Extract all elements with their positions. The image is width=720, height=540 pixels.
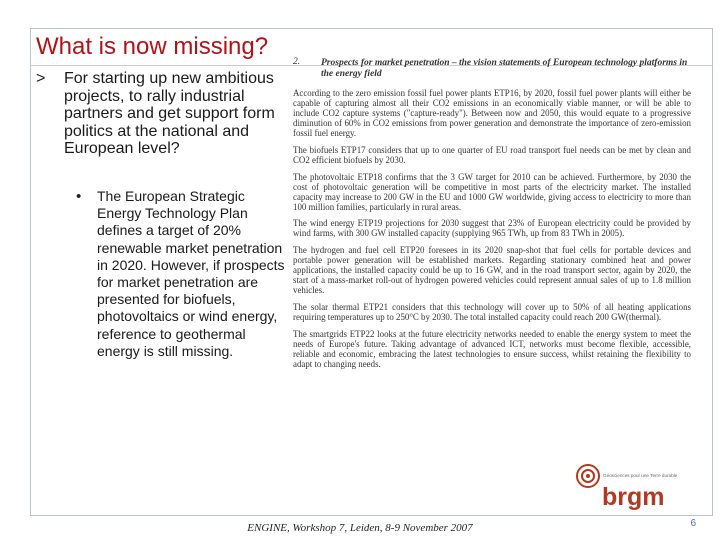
excerpt-paragraph: The smartgrids ETP22 looks at the future electricity networks needed to enable the energy system to meet the needs of Europe's future. Taking advantage of advanced ICT, networks must become flexible, accessible, reliable and economic, embracing the latest technologies to ensure success, whilst retaining the flexibility to adapt to changing needs. xyxy=(293,329,691,369)
excerpt-paragraph: The biofuels ETP17 considers that up to one quarter of EU road transport fuel needs can be met by clean and CO2 efficient biofuels by 2030. xyxy=(293,144,691,165)
arrow-bullet-icon: > xyxy=(36,70,46,87)
document-excerpt xyxy=(293,58,691,452)
excerpt-section-number: 2. xyxy=(293,57,301,67)
slide-title: What is now missing? xyxy=(36,33,269,60)
footer-caption: ENGINE, Workshop 7, Leiden, 8-9 November 2007 xyxy=(247,522,473,534)
logo-wordmark: brgm xyxy=(602,483,665,511)
page-number: 6 xyxy=(690,518,696,529)
main-point: For starting up new ambitious projects, to rally industrial partners and get support form politics at the national and European level? xyxy=(64,70,275,158)
dot-bullet-icon: • xyxy=(76,188,82,205)
excerpt-paragraph: The solar thermal ETP21 considers that this technology will cover up to 50% of all heating applications requiring temperatures up to 250°C by 2030. The total installed capacity could reach 200 GW(thermal). xyxy=(293,302,691,323)
logo-ring-core xyxy=(586,474,590,478)
excerpt-paragraph: The photovoltaic ETP18 confirms that the 3 GW target for 2010 can be achieved. Furthermore, by 2030 the cost of photovoltaic generation will be competitive in most parts of the electricity market. The installed capacity may increase to 200 GW in the EU and 1000 GW worldwide, giving access to electricity to more than 100 million families, particularly in rural areas. xyxy=(293,171,691,212)
sub-point: The European Strategic Energy Technology Plan defines a target of 20% renewable market penetration in 2020. However, if prospects for market penetration are presented for biofuels, photovoltaics or wind energy, reference to geothermal energy is still missing. xyxy=(97,188,285,359)
brgm-logo xyxy=(574,460,694,512)
excerpt-paragraph: According to the zero emission fossil fuel power plants ETP16, by 2020, fossil fuel power plants will either be capable of capturing almost all their CO2 emissions in an economically viable manner, or will be able to include CO2 capture systems ("capture-ready"). Between now and 2050, this would equate to a progressive diminution of 60% in CO2 emissions from power generation and demonstrate the importance of zero-emission fossil fuel energy. xyxy=(293,88,691,138)
excerpt-paragraph: The wind energy ETP19 projections for 2030 suggest that 23% of European electricity could be provided by wind farms, with 300 GW installed capacity (supplying 965 TWh, up from 83 TWh in 2005). xyxy=(293,218,691,239)
logo-tagline: Géosciences pour une Terre durable xyxy=(603,473,678,478)
excerpt-heading xyxy=(293,58,691,79)
excerpt-paragraph: The hydrogen and fuel cell ETP20 foresees in its 2020 snap-shot that fuel cells for portable devices and portable power generation will be established markets. Regarding stationary combined heat and power applications, the installed capacity could be up to 16 GW, and in the road transport sector, again by 2020, the start of a mass-market roll-out of hydrogen powered vehicles could represent annual sales of up to 1.8 million vehicles. xyxy=(293,245,691,296)
excerpt-section-title: Prospects for market penetration – the vision statements of European technology platforms in the energy field xyxy=(321,58,688,79)
